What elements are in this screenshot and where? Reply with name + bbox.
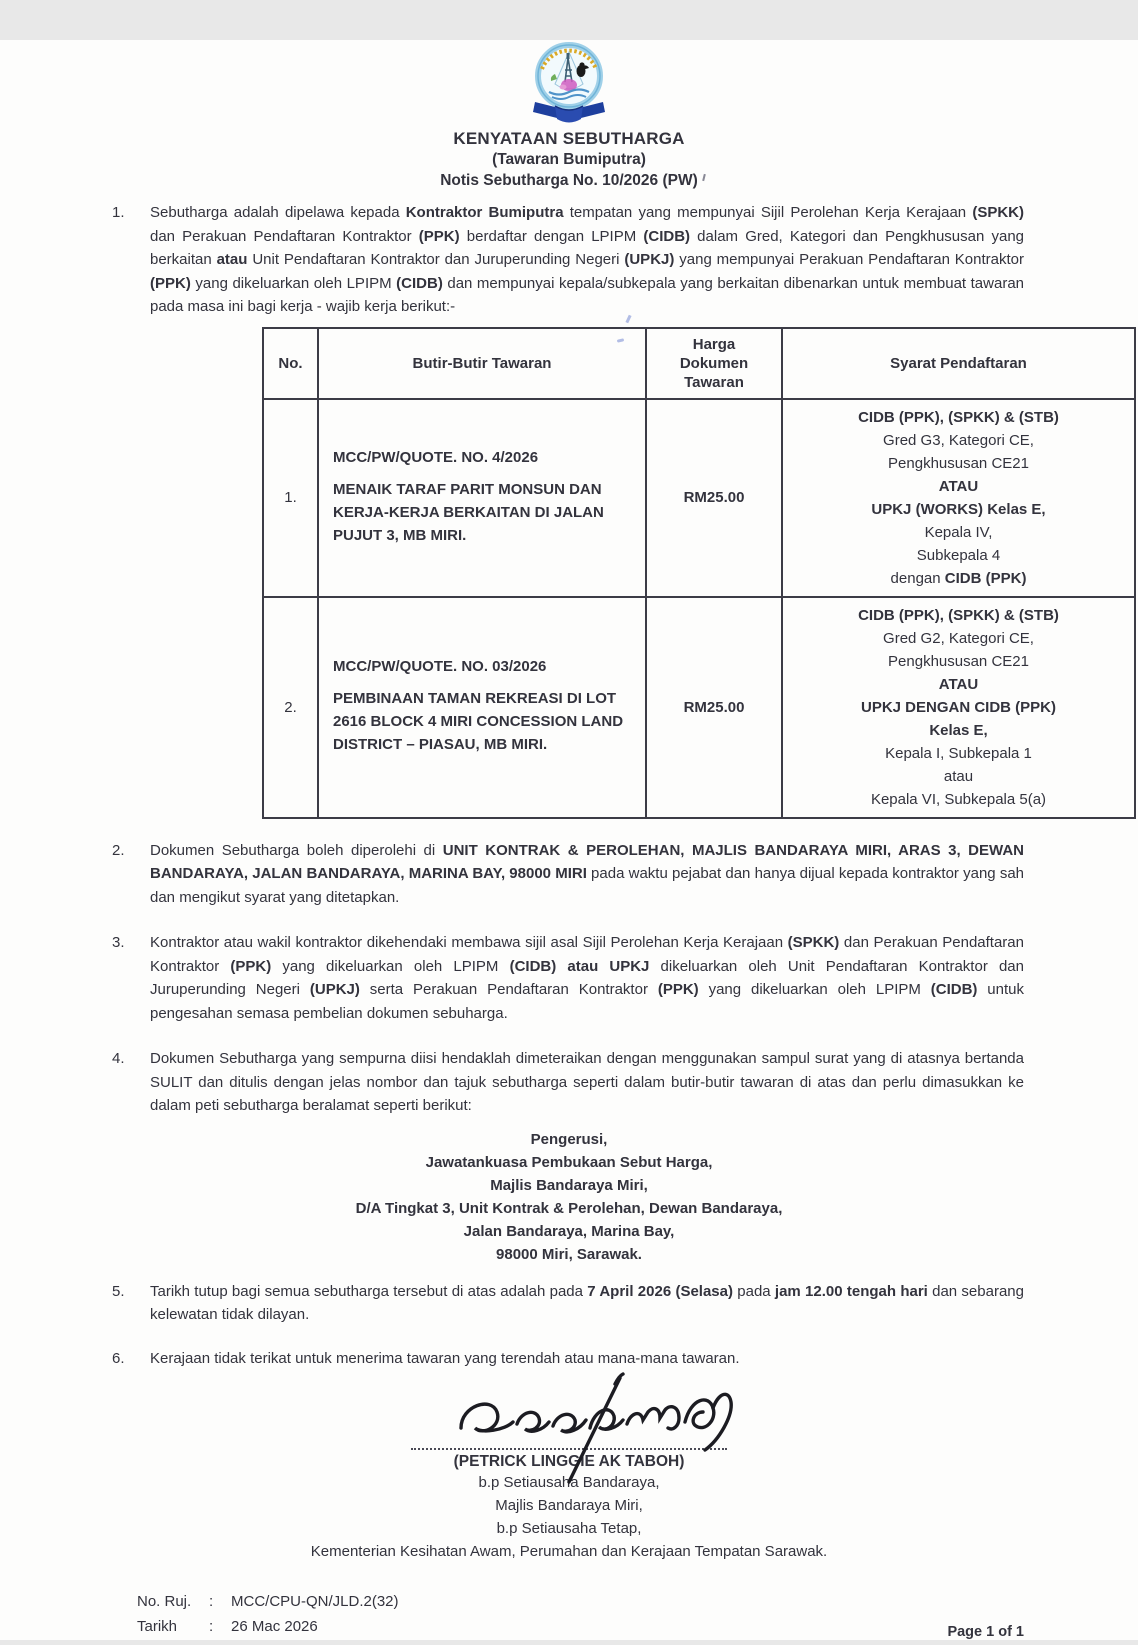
paragraph-text: Kerajaan tidak terikat untuk menerima tawaran yang terendah atau mana-mana tawaran.	[150, 1349, 740, 1367]
date-separator: :	[209, 1618, 214, 1635]
paragraph-number: 5.	[112, 1282, 125, 1300]
registration-requirements: CIDB (PPK), (SPKK) & (STB) Gred G3, Kategori CE, Pengkhususan CE21 ATAU UPKJ (WORKS) Kelas E, Kepala IV, Subkepala 4 dengan CIDB (PPK)	[782, 399, 1135, 597]
paragraph-number: 6.	[112, 1349, 125, 1367]
paragraph-text: Dokumen Sebutharga boleh diperolehi di UNIT KONTRAK & PEROLEHAN, MAJLIS BANDARAYA MIRI, ARAS 3, DEWAN BANDARAYA, JALAN BANDARAYA, MARINA BAY, 98000 MIRI pada waktu pejabat dan hanya dijual kepada kontraktor yang sah dan mengikut syarat yang ditetapkan.	[150, 841, 1024, 906]
document-title: KENYATAAN SEBUTHARGA	[453, 129, 685, 148]
tender-details-cell	[318, 399, 646, 597]
quote-reference: MCC/PW/QUOTE. NO. 4/2026	[333, 448, 539, 466]
work-description: PEMBINAAN TAMAN REKREASI DI LOT 2616 BLOCK 4 MIRI CONCESSION LAND DISTRICT – PIASAU, MB MIRI.	[333, 690, 624, 753]
row-number: 2.	[263, 597, 318, 818]
signatory-titles: b.p Setiausaha Bandaraya, Majlis Bandaraya Miri, b.p Setiausaha Tetap, Kementerian Kesihatan Awam, Perumahan dan Kerajaan Tempatan Sarawak.	[310, 1474, 828, 1560]
submission-address: Pengerusi, Jawatankuasa Pembukaan Sebut Harga, Majlis Bandaraya Miri, D/A Tingkat 3, Unit Kontrak & Perolehan, Dewan Bandaraya, Jalan Bandaraya, Marina Bay, 98000 Miri, Sarawak.	[355, 1130, 783, 1263]
notice-number: Notis Sebutharga No. 10/2026 (PW)	[440, 172, 698, 189]
document-price: RM25.00	[646, 597, 782, 818]
paragraph-text: Sebutharga adalah dipelawa kepada Kontraktor Bumiputra tempatan yang mempunyai Sijil Perolehan Kerja Kerajaan (SPKK) dan Perakuan Pendaftaran Kontraktor (PPK) berdaftar dengan LPIPM (CIDB) dalam Gred, Kategori dan Pengkhususan yang berkaitan atau Unit Pendaftaran Kontraktor dan Juruperunding Negeri (UPKJ) yang mempunyai Perakuan Pendaftaran Kontraktor (PPK) yang dikeluarkan oleh LPIPM (CIDB) dan mempunyai kepala/subkepala yang berkaitan dibenarkan untuk membuat tawaran pada masa ini bagi kerja - wajib kerja berikut:-	[150, 204, 1025, 315]
col-header-butir: Butir-Butir Tawaran	[318, 328, 646, 399]
quote-reference: MCC/PW/QUOTE. NO. 03/2026	[333, 658, 547, 675]
tender-details-cell	[318, 597, 646, 818]
document-header	[0, 128, 1138, 191]
row-number: 1.	[263, 399, 318, 597]
tender-table-wrap	[262, 327, 1059, 819]
paragraph-6	[112, 1347, 1024, 1371]
paragraph-number: 3.	[112, 934, 125, 951]
paragraph-4	[112, 1047, 1024, 1118]
paragraph-text: Tarikh tutup bagi semua sebutharga tersebut di atas adalah pada 7 April 2026 (Selasa) pada jam 12.00 tengah hari dan sebarang kelewatan tidak dilayan.	[150, 1282, 1024, 1323]
paragraph-5	[112, 1280, 1024, 1327]
city-crest-logo	[515, 40, 623, 124]
col-header-syarat: Syarat Pendaftaran	[782, 328, 1135, 399]
document-subtitle: (Tawaran Bumiputra)	[492, 151, 646, 168]
tender-table	[262, 327, 1136, 819]
paragraph-3	[112, 931, 1024, 1025]
paragraph-number: 1.	[112, 204, 125, 221]
signatory-name: (PETRICK LINGGIE AK TABOH)	[453, 1453, 685, 1470]
date-label: Tarikh	[137, 1618, 178, 1635]
paragraph-number: 2.	[112, 841, 125, 859]
paragraph-text: Dokumen Sebutharga yang sempurna diisi hendaklah dimeteraikan dengan menggunakan sampul surat yang di atasnya bertanda SULIT dan ditulis dengan jelas nombor dan tajuk sebutharga seperti dalam butir-butir tawaran di atas dan perlu dimasukkan ke dalam peti sebutharga beralamat seperti berikut:	[150, 1050, 1024, 1114]
ref-label: No. Ruj.	[137, 1593, 192, 1610]
paragraph-text: Kontraktor atau wakil kontraktor dikehendaki membawa sijil asal Sijil Perolehan Kerja Kerajaan (SPKK) dan Perakuan Pendaftaran Kontraktor (PPK) yang dikeluarkan oleh LPIPM (CIDB) atau UPKJ dikeluarkan oleh Unit Pendaftaran Kontraktor dan Juruperunding Negeri (UPKJ) serta Perakuan Pendaftaran Kontraktor (PPK) yang dikeluarkan oleh LPIPM (CIDB) untuk pengesahan semasa pembelian dokumen sebuharga.	[150, 934, 1025, 1022]
page-number: Page 1 of 1	[947, 1624, 1024, 1640]
paragraph-number: 4.	[112, 1050, 125, 1067]
col-header-no: No.	[263, 328, 318, 399]
reference-line	[137, 1589, 1024, 1614]
scanned-quotation-notice-document	[0, 40, 1138, 1640]
table-header-row	[263, 328, 1135, 399]
signature-line	[411, 1448, 727, 1450]
ref-value: MCC/CPU-QN/JLD.2(32)	[231, 1593, 399, 1610]
ref-separator: :	[209, 1593, 214, 1610]
work-description: MENAIK TARAF PARIT MONSUN DAN KERJA-KERJA BERKAITAN DI JALAN PUJUT 3, MB MIRI.	[333, 480, 604, 544]
col-header-harga: Harga Dokumen Tawaran	[646, 328, 782, 399]
document-price: RM25.00	[646, 399, 782, 597]
signature-block	[0, 1384, 1138, 1563]
table-row	[263, 399, 1135, 597]
date-value: 26 Mac 2026	[231, 1618, 318, 1635]
table-row	[263, 597, 1135, 818]
paragraph-2	[112, 839, 1024, 910]
registration-requirements: CIDB (PPK), (SPKK) & (STB) Gred G2, Kategori CE, Pengkhususan CE21 ATAU UPKJ DENGAN CIDB (PPK) Kelas E, Kepala I, Subkepala 1 atau Kepala VI, Subkepala 5(a)	[782, 597, 1135, 818]
date-line	[137, 1614, 1024, 1639]
paragraph-1	[112, 201, 1024, 319]
document-footer	[137, 1589, 1024, 1639]
